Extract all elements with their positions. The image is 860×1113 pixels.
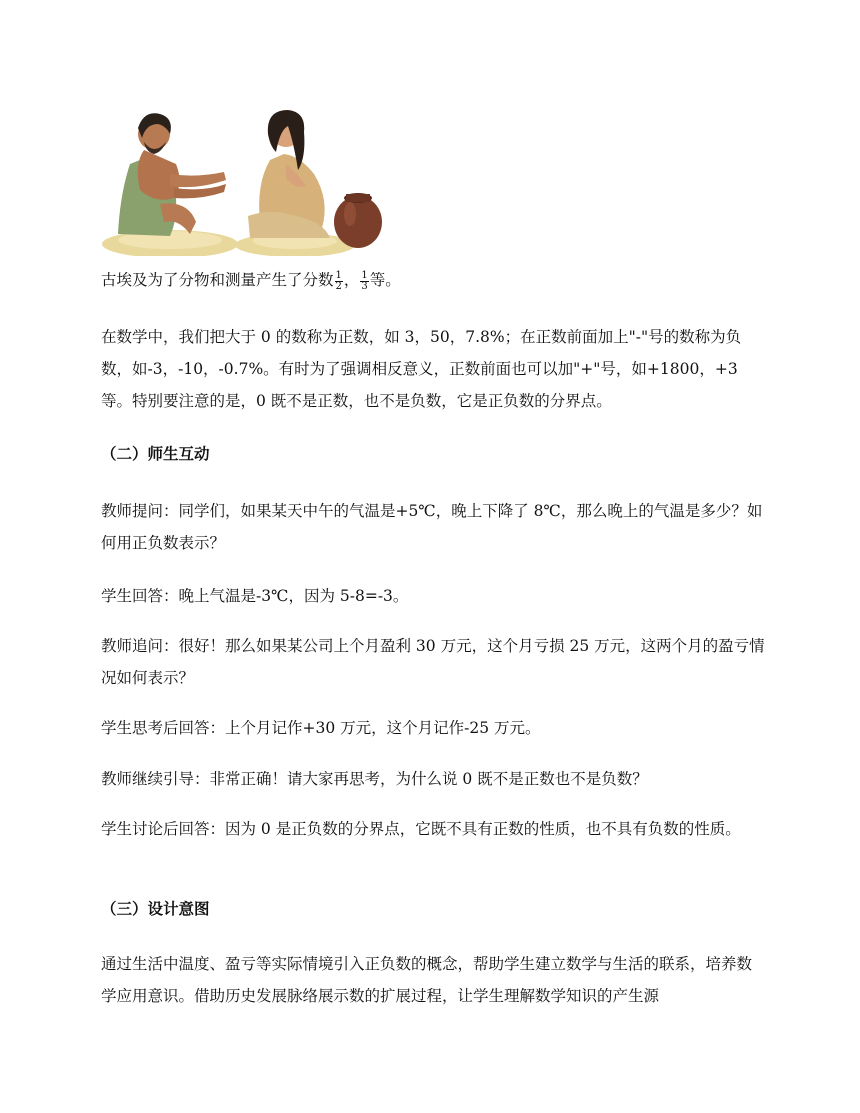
fraction-one-half: $\frac{1}{2}$ <box>335 269 342 292</box>
dialogue-student-discussion: 学生讨论后回答：因为 0 是正负数的分界点，它既不具有正数的性质，也不具有负数的性质。 <box>101 820 741 838</box>
dialogue-teacher-followup: 教师追问：很好！那么如果某公司上个月盈利 30 万元，这个月亏损 25 万元，这两个月的盈亏情况如何表示？ <box>101 637 765 687</box>
definition-paragraph: 在数学中，我们把大于 0 的数称为正数，如 3，50，7.8%；在正数前面加上"-"号的数称为负数，如-3，-10，-0.7%。有时为了强调相反意义，正数前面也可以加"+"号，如+1800，+3 等。特别要注意的是，0 既不是正数，也不是负数，它是正负数的分界点。 <box>101 328 742 410</box>
ancient-egyptians-illustration <box>100 104 386 256</box>
section-heading-interaction: （二）师生互动 <box>101 444 210 463</box>
dialogue-student-reply: 学生思考后回答：上个月记作+30 万元，这个月记作-25 万元。 <box>101 719 541 737</box>
dialogue-teacher-question: 教师提问：同学们，如果某天中午的气温是+5℃，晚上下降了 8℃，那么晚上的气温是多少？如何用正负数表示？ <box>101 502 763 552</box>
intro-fraction-line <box>101 264 766 296</box>
fraction-separator: ， <box>343 271 360 289</box>
design-intent-paragraph: 通过生活中温度、盈亏等实际情境引入正负数的概念，帮助学生建立数学与生活的联系，培养数学应用意识。借助历史发展脉络展示数的扩展过程，让学生理解数学知识的产生源 <box>101 955 753 1005</box>
intro-tail-text: 等。 <box>369 271 401 289</box>
section-heading-design: （三）设计意图 <box>101 899 210 918</box>
dialogue-student-answer: 学生回答：晚上气温是-3℃，因为 5-8=-3。 <box>101 587 409 605</box>
dialogue-teacher-guide: 教师继续引导：非常正确！请大家再思考，为什么说 0 既不是正数也不是负数？ <box>101 770 648 788</box>
fraction-one-third: $\frac{1}{3}$ <box>361 269 368 292</box>
intro-lead-text: 古埃及为了分物和测量产生了分数 <box>101 271 334 289</box>
